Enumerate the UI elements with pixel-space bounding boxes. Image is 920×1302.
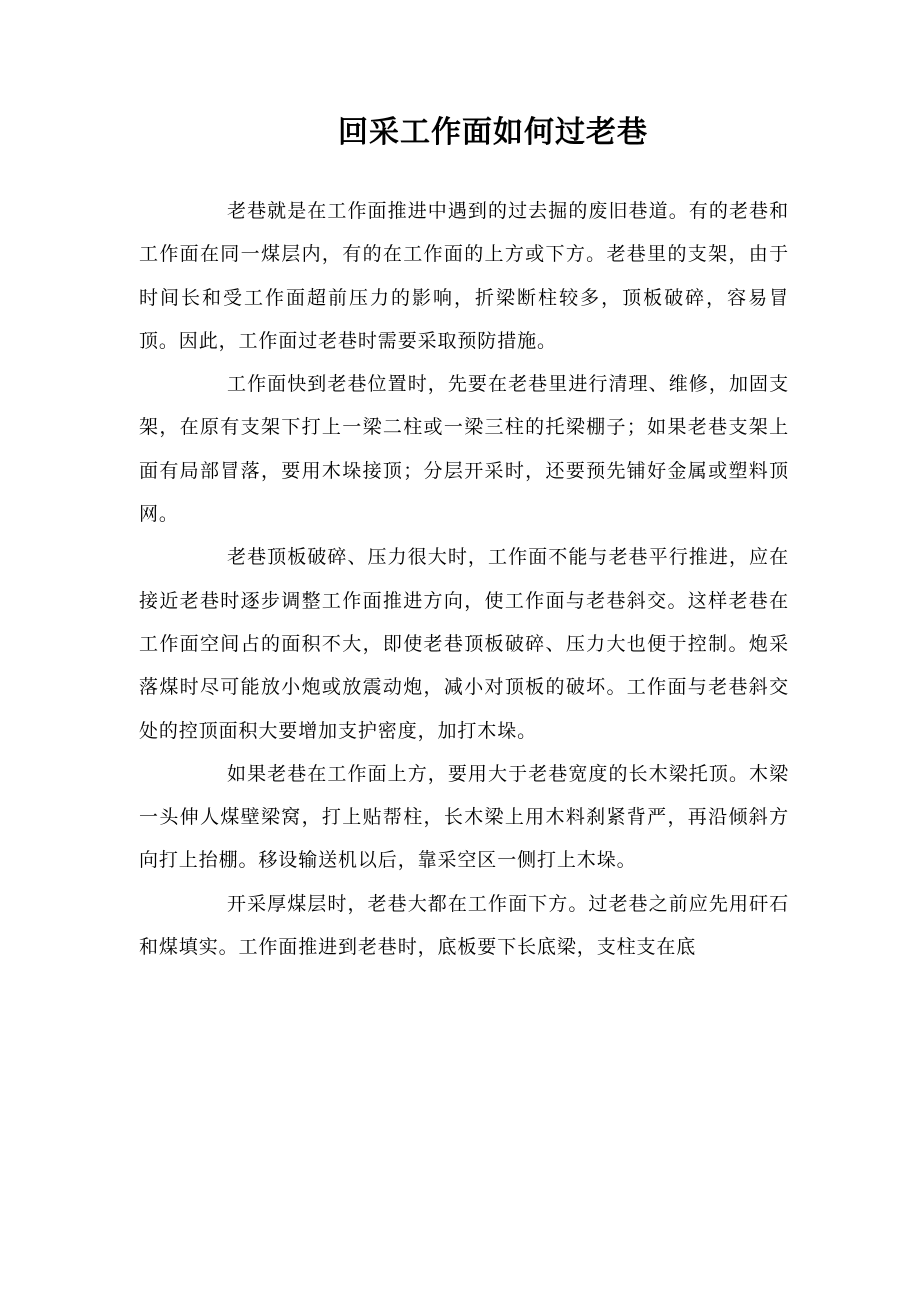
paragraph-4: 如果老巷在工作面上方，要用大于老巷宽度的长木梁托顶。木梁一头伸人煤壁梁窝，打上贴帮柱，长木梁上用木料刹紧背严，再沿倾斜方向打上抬棚。移设输送机以后，靠采空区一侧打上木垛。 [139,762,789,872]
paragraph-5: 开采厚煤层时，老巷大都在工作面下方。过老巷之前应先用矸石和煤填实。工作面推进到老巷时，底板要下长底梁，支柱支在底 [139,892,789,959]
paragraph-2: 工作面快到老巷位置时，先要在老巷里进行清理、维修，加固支架，在原有支架下打上一梁二柱或一梁三柱的托梁棚子；如果老巷支架上面有局部冒落，要用木垛接顶；分层开采时，还要预先铺好金属或塑料顶网。 [139,373,789,526]
document-title: 回采工作面如何过老巷 [338,115,648,150]
paragraph-1: 老巷就是在工作面推进中遇到的过去掘的废旧巷道。有的老巷和工作面在同一煤层内，有的在工作面的上方或下方。老巷里的支架，由于时间长和受工作面超前压力的影响，折梁断柱较多，顶板破碎，容易冒顶。因此，工作面过老巷时需要采取预防措施。 [139,200,789,352]
document-body [139,190,789,969]
paragraph-3: 老巷顶板破碎、压力很大时，工作面不能与老巷平行推进，应在接近老巷时逐步调整工作面推进方向，使工作面与老巷斜交。这样老巷在工作面空间占的面积不大，即使老巷顶板破碎、压力大也便于控制。炮采落煤时尽可能放小炮或放震动炮，减小对顶板的破坏。工作面与老巷斜交处的控顶面积大要增加支护密度，加打木垛。 [139,546,789,742]
